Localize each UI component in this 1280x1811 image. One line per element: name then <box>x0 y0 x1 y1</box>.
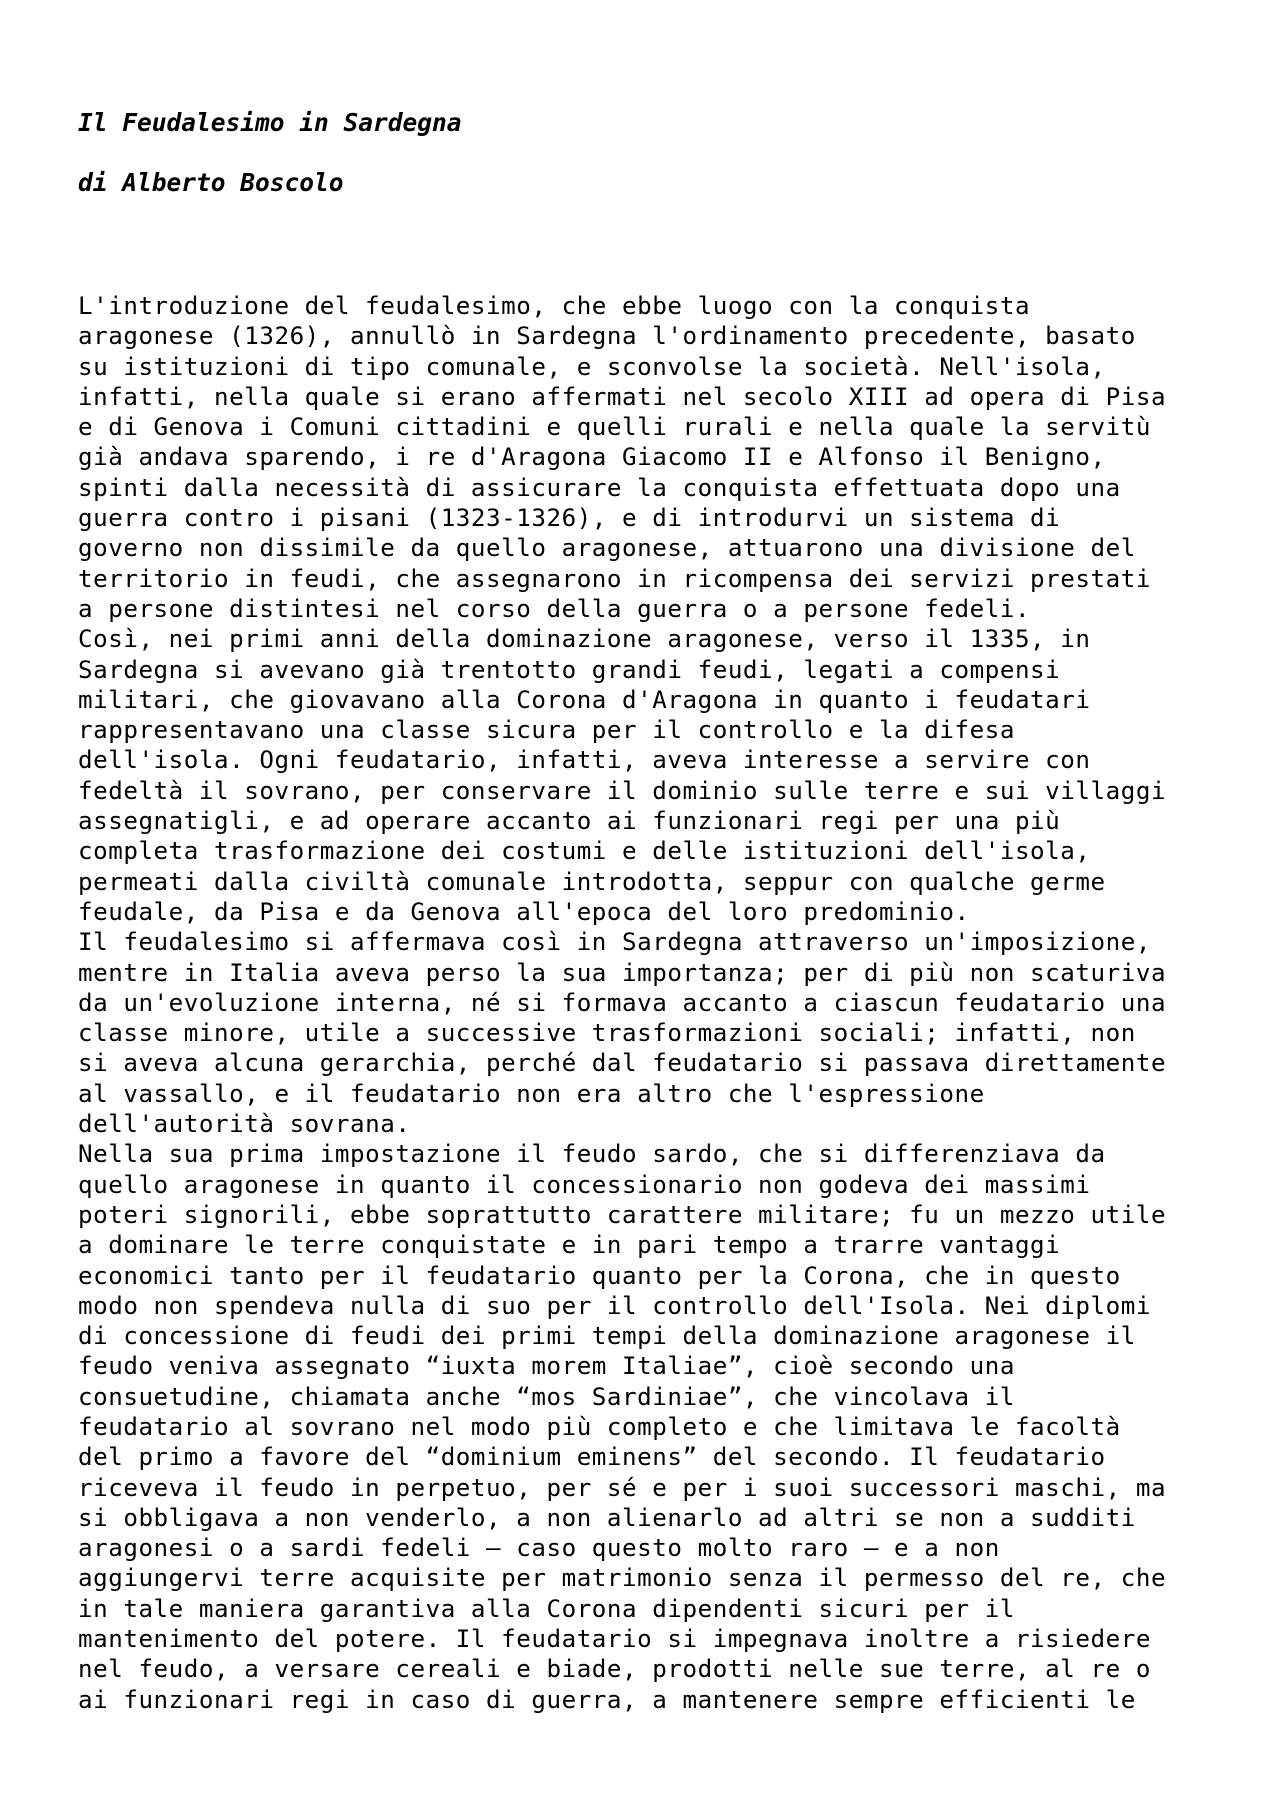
text-line: economici tanto per il feudatario quanto per la Corona, che in questo <box>78 1261 1121 1290</box>
text-line: nel feudo, a versare cereali e biade, prodotti nelle sue terre, al re o <box>78 1655 1151 1684</box>
text-line: di concessione di feudi dei primi tempi della dominazione aragonese il <box>78 1322 1136 1351</box>
text-line: in tale maniera garantiva alla Corona dipendenti sicuri per il <box>78 1594 1015 1623</box>
text-line: del primo a favore del “dominium eminens” del secondo. Il feudatario <box>78 1443 1106 1472</box>
text-line: si aveva alcuna gerarchia, perché dal feudatario si passava direttamente <box>78 1049 1167 1078</box>
text-line: Nella sua prima impostazione il feudo sardo, che si differenziava da <box>78 1140 1106 1169</box>
text-line: su istituzioni di tipo comunale, e sconvolse la società. Nell'isola, <box>78 352 1106 381</box>
text-line: mentre in Italia aveva perso la sua importanza; per di più non scaturiva <box>78 958 1167 987</box>
document-author: di Alberto Boscolo <box>78 168 344 197</box>
text-line: a persone distintesi nel corso della guerra o a persone fedeli. <box>78 594 1031 623</box>
text-line: aggiungervi terre acquisite per matrimonio senza il permesso del re, che <box>78 1564 1167 1593</box>
text-line: si obbligava a non venderlo, a non alienarlo ad altri se non a sudditi <box>78 1503 1136 1532</box>
text-line: Così, nei primi anni della dominazione aragonese, verso il 1335, in <box>78 625 1091 654</box>
text-line: dell'isola. Ogni feudatario, infatti, aveva interesse a servire con <box>78 746 1091 775</box>
text-line: Sardegna si avevano già trentotto grandi feudi, legati a compensi <box>78 655 1061 684</box>
document-title: Il Feudalesimo in Sardegna <box>78 108 462 137</box>
text-line: feudo veniva assegnato “iuxta morem Italiae”, cioè secondo una <box>78 1352 1015 1381</box>
text-line: mantenimento del potere. Il feudatario si impegnava inoltre a risiedere <box>78 1625 1151 1654</box>
text-line: già andava sparendo, i re d'Aragona Giacomo II e Alfonso il Benigno, <box>78 443 1106 472</box>
text-line: aragonese (1326), annullò in Sardegna l'ordinamento precedente, basato <box>78 322 1136 351</box>
text-line: militari, che giovavano alla Corona d'Aragona in quanto i feudatari <box>78 685 1091 714</box>
text-line: Il feudalesimo si affermava così in Sardegna attraverso un'imposizione, <box>78 928 1151 957</box>
text-line: da un'evoluzione interna, né si formava accanto a ciascun feudatario una <box>78 988 1167 1017</box>
text-line: classe minore, utile a successive trasformazioni sociali; infatti, non <box>78 1019 1136 1048</box>
text-line: riceveva il feudo in perpetuo, per sé e per i suoi successori maschi, ma <box>78 1473 1167 1502</box>
text-line: aragonesi o a sardi fedeli – caso questo molto raro – e a non <box>78 1534 1000 1563</box>
text-line: completa trasformazione dei costumi e delle istituzioni dell'isola, <box>78 837 1091 866</box>
text-line: guerra contro i pisani (1323-1326), e di introdurvi un sistema di <box>78 504 1061 533</box>
text-line: a dominare le terre conquistate e in pari tempo a trarre vantaggi <box>78 1231 1061 1260</box>
text-line: permeati dalla civiltà comunale introdotta, seppur con qualche germe <box>78 867 1106 896</box>
document-page <box>78 0 1228 1811</box>
text-line: ai funzionari regi in caso di guerra, a mantenere sempre efficienti le <box>78 1685 1136 1714</box>
text-line: rappresentavano una classe sicura per il controllo e la difesa <box>78 716 1015 745</box>
text-line: infatti, nella quale si erano affermati nel secolo XIII ad opera di Pisa <box>78 382 1167 411</box>
text-line: feudatario al sovrano nel modo più completo e che limitava le facoltà <box>78 1412 1121 1441</box>
text-line: spinti dalla necessità di assicurare la conquista effettuata dopo una <box>78 473 1121 502</box>
text-line: dell'autorità sovrana. <box>78 1110 411 1139</box>
text-line: feudale, da Pisa e da Genova all'epoca del loro predominio. <box>78 897 970 926</box>
text-line: consuetudine, chiamata anche “mos Sardiniae”, che vincolava il <box>78 1382 1015 1411</box>
text-line: al vassallo, e il feudatario non era altro che l'espressione <box>78 1079 985 1108</box>
text-line: poteri signorili, ebbe soprattutto carattere militare; fu un mezzo utile <box>78 1200 1167 1229</box>
text-line: fedeltà il sovrano, per conservare il dominio sulle terre e sui villaggi <box>78 776 1167 805</box>
text-line: e di Genova i Comuni cittadini e quelli rurali e nella quale la servitù <box>78 413 1151 442</box>
text-line: L'introduzione del feudalesimo, che ebbe luogo con la conquista <box>78 292 1031 320</box>
text-line: quello aragonese in quanto il concessionario non godeva dei massimi <box>78 1170 1091 1199</box>
text-line: governo non dissimile da quello aragonese, attuarono una divisione del <box>78 534 1136 563</box>
text-line: modo non spendeva nulla di suo per il controllo dell'Isola. Nei diplomi <box>78 1291 1151 1320</box>
document-body <box>78 291 1228 1715</box>
text-line: territorio in feudi, che assegnarono in ricompensa dei servizi prestati <box>78 564 1151 593</box>
text-line: assegnatigli, e ad operare accanto ai funzionari regi per una più <box>78 807 1061 836</box>
